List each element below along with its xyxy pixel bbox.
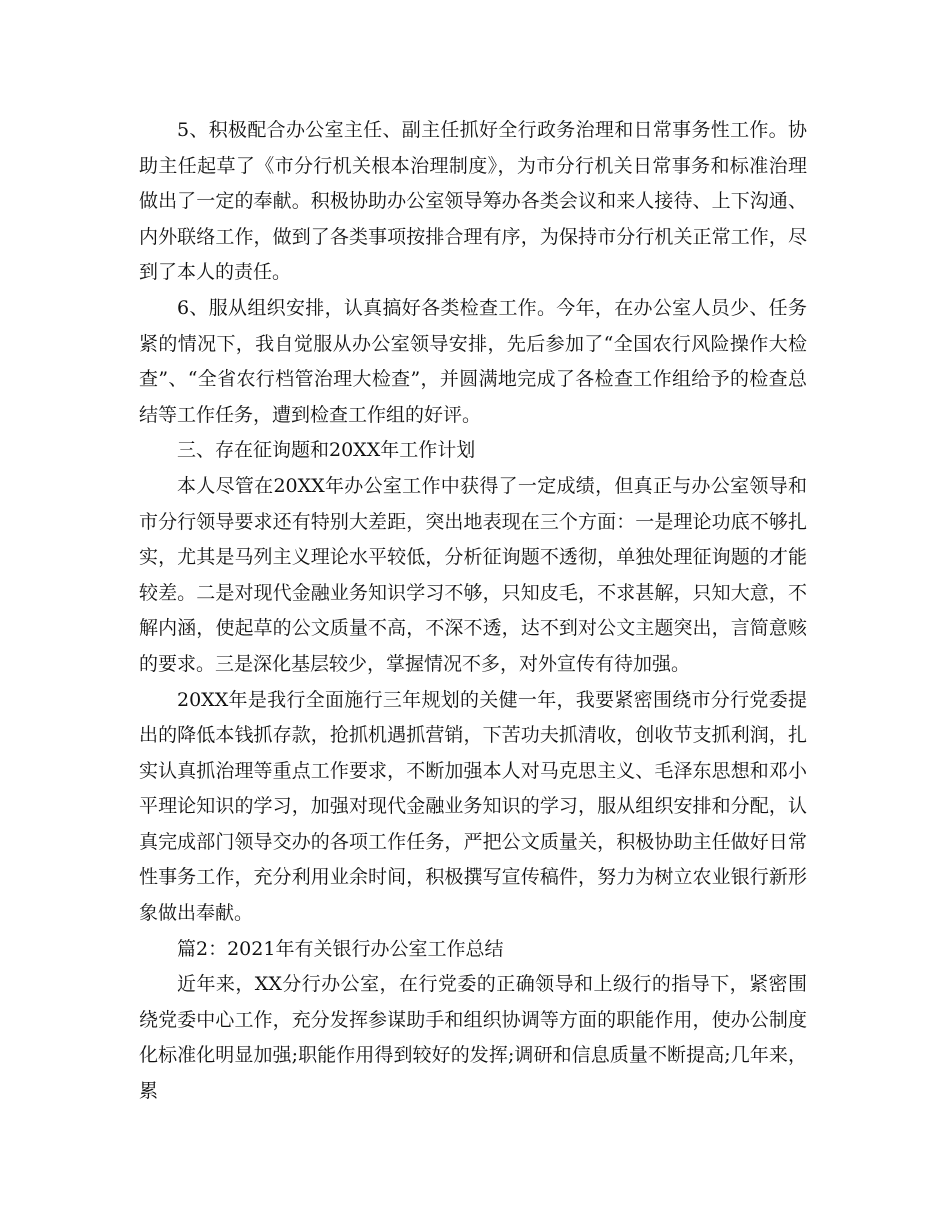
paragraph-item-6: 6、服从组织安排，认真搞好各类检查工作。今年，在办公室人员少、任务紧的情况下，我自觉服从办公室领导安排，先后参加了“全国农行风险操作大检查”、“全省农行档管治理大检查”，并圆满地完成了各检查工作组给予的检查总结等工作任务，遭到检查工作组的好评。	[139, 296, 807, 426]
paragraph-article-2-intro: 近年来，XX分行办公室，在行党委的正确领导和上级行的指导下，紧密围绕党委中心工作，充分发挥参谋助手和组织协调等方面的职能作用，使办公制度化标准化明显加强;职能作用得到较好的发挥;调研和信息质量不断提高;几年来，累	[139, 973, 807, 1103]
paragraph-shortcomings: 本人尽管在20XX年办公室工作中获得了一定成绩，但真正与办公室领导和市分行领导要求还有特别大差距，突出地表现在三个方面：一是理论功底不够扎实，尤其是马列主义理论水平较低，分析征询题不透彻，单独处理征询题的才能较差。二是对现代金融业务知识学习不够，只知皮毛，不求甚解，只知大意，不解内涵，使起草的公文质量不高，不深不透，达不到对公文主题突出，言简意赅的要求。三是深化基层较少，掌握情况不多，对外宣传有待加强。	[139, 474, 807, 675]
document-body	[139, 113, 807, 1110]
section-heading-problems-and-plan: 三、存在征询题和20XX年工作计划	[177, 439, 476, 462]
paragraph-next-year-plan: 20XX年是我行全面施行三年规划的关健一年，我要紧密围绕市分行党委提出的降低本钱抓存款，抢抓机遇抓营销，下苦功夫抓清收，创收节支抓利润，扎实认真抓治理等重点工作要求，不断加强本人对马克思主义、毛泽东思想和邓小平理论知识的学习，加强对现代金融业务知识的学习，服从组织安排和分配，认真完成部门领导交办的各项工作任务，严把公文质量关，积极协助主任做好日常性事务工作，充分利用业余时间，积极撰写宣传稿件，努力为树立农业银行新形象做出奉献。	[139, 688, 807, 925]
article-2-title: 篇2：2021年有关银行办公室工作总结	[177, 937, 504, 960]
paragraph-item-5: 5、积极配合办公室主任、副主任抓好全行政务治理和日常事务性工作。协助主任起草了《市分行机关根本治理制度》，为市分行机关日常事务和标准治理做出了一定的奉献。积极协助办公室领导筹办各类会议和来人接待、上下沟通、内外联络工作，做到了各类事项按排合理有序，为保持市分行机关正常工作，尽到了本人的责任。	[139, 119, 807, 284]
